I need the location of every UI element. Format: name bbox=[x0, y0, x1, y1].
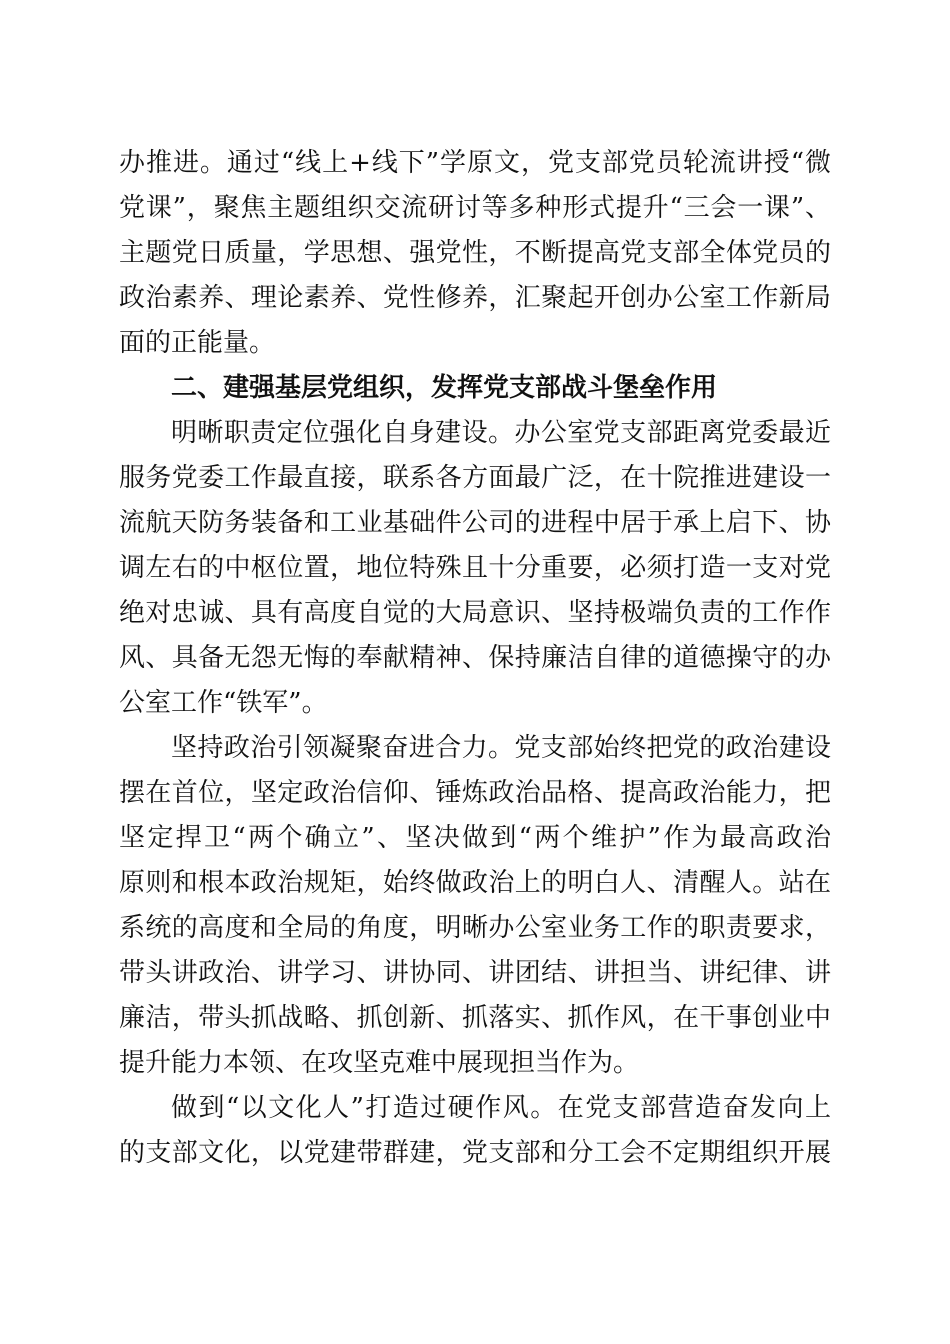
paragraph-1-line-1: 办推进。通过“线上+线下”学原文，党支部党员轮流讲授“微 bbox=[119, 148, 831, 178]
paragraph-4-line-2: 的支部文化，以党建带群建，党支部和分工会不定期组织开展 bbox=[119, 1138, 831, 1168]
paragraph-3-line-2: 摆在首位，坚定政治信仰、锤炼政治品格、提高政治能力，把 bbox=[119, 778, 831, 808]
paragraph-4-line-1: 做到“以文化人”打造过硬作风。在党支部营造奋发向上 bbox=[171, 1093, 831, 1123]
paragraph-3-line-7: 廉洁，带头抓战略、抓创新、抓落实、抓作风，在干事创业中 bbox=[119, 1003, 831, 1033]
paragraph-1-line-2: 党课”，聚焦主题组织交流研讨等多种形式提升“三会一课”、 bbox=[119, 193, 831, 223]
paragraph-2-line-3: 流航天防务装备和工业基础件公司的进程中居于承上启下、协 bbox=[119, 508, 831, 538]
paragraph-2-line-1: 明晰职责定位强化自身建设。办公室党支部距离党委最近 bbox=[171, 418, 831, 448]
section-heading-2: 二、建强基层党组织，发挥党支部战斗堡垒作用 bbox=[171, 373, 718, 403]
paragraph-3-line-6: 带头讲政治、讲学习、讲协同、讲团结、讲担当、讲纪律、讲 bbox=[119, 958, 831, 988]
paragraph-2-line-6: 风、具备无怨无悔的奉献精神、保持廉洁自律的道德操守的办 bbox=[119, 643, 831, 673]
paragraph-2-line-5: 绝对忠诚、具有高度自觉的大局意识、坚持极端负责的工作作 bbox=[119, 598, 831, 628]
paragraph-2-line-2: 服务党委工作最直接，联系各方面最广泛，在十院推进建设一 bbox=[119, 463, 831, 493]
paragraph-3-line-8: 提升能力本领、在攻坚克难中展现担当作为。 bbox=[119, 1048, 640, 1078]
paragraph-1-line-5: 面的正能量。 bbox=[119, 328, 276, 358]
paragraph-3-line-4: 原则和根本政治规矩，始终做政治上的明白人、清醒人。站在 bbox=[119, 868, 831, 898]
paragraph-3-line-5: 系统的高度和全局的角度，明晰办公室业务工作的职责要求， bbox=[119, 913, 831, 943]
paragraph-3-line-3: 坚定捍卫“两个确立”、坚决做到“两个维护”作为最高政治 bbox=[119, 823, 831, 853]
paragraph-1-line-3: 主题党日质量，学思想、强党性，不断提高党支部全体党员的 bbox=[119, 238, 831, 268]
paragraph-3-line-1: 坚持政治引领凝聚奋进合力。党支部始终把党的政治建设 bbox=[171, 733, 831, 763]
paragraph-2-line-7: 公室工作“铁军”。 bbox=[119, 688, 328, 718]
paragraph-2-line-4: 调左右的中枢位置，地位特殊且十分重要，必须打造一支对党 bbox=[119, 553, 831, 583]
paragraph-1-line-4: 政治素养、理论素养、党性修养，汇聚起开创办公室工作新局 bbox=[119, 283, 831, 313]
